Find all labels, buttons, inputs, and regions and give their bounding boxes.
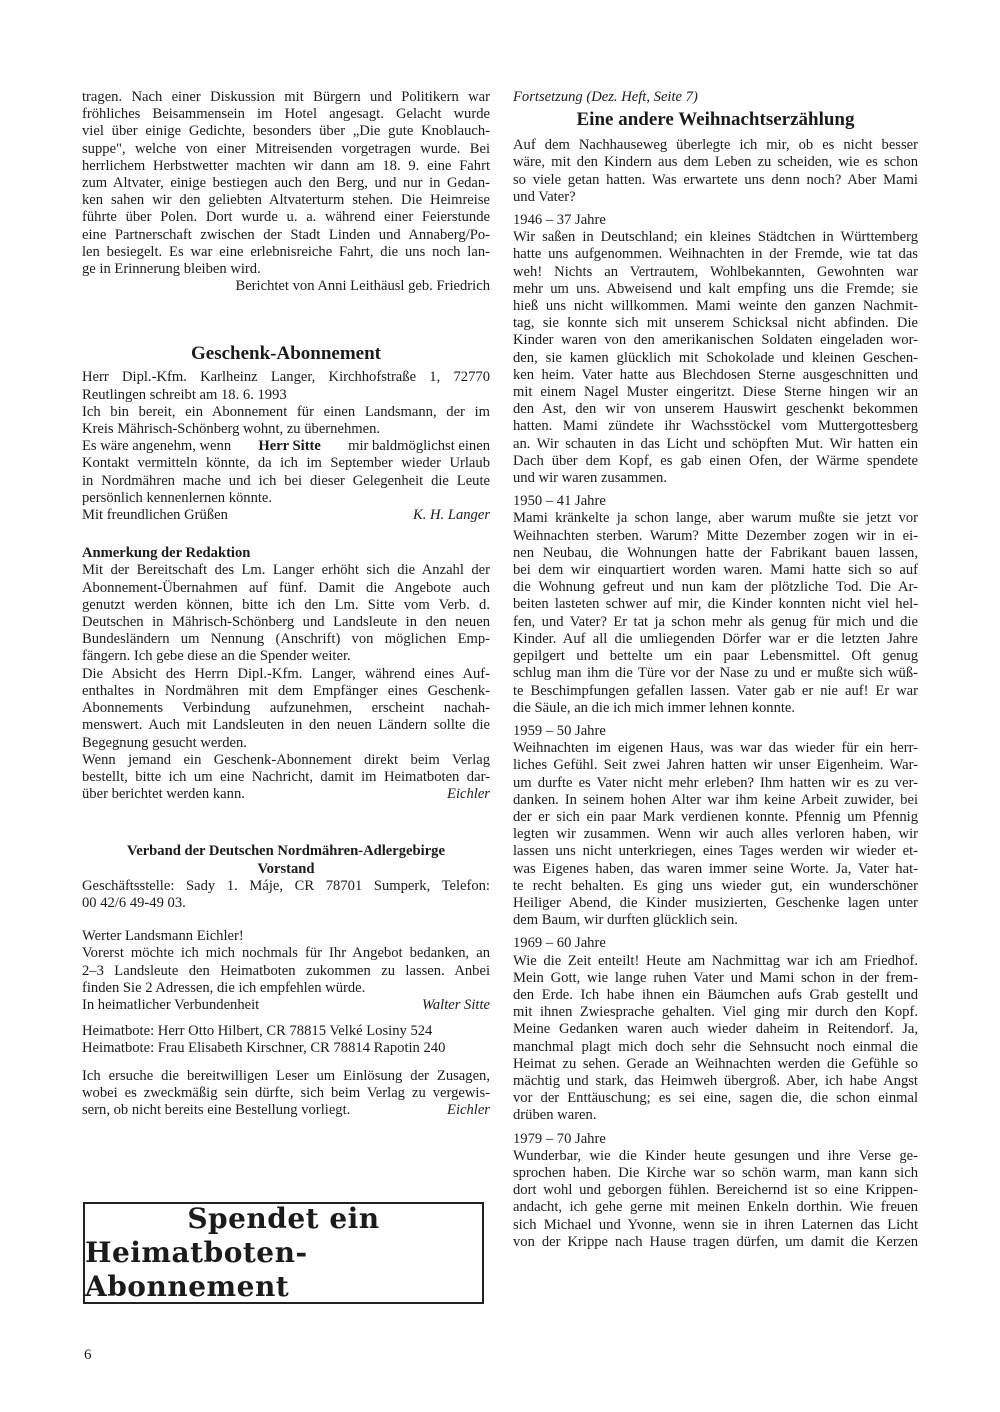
recipient-line: Heimatbote: Frau Elisabeth Kirschner, CR 78814 Rapotin 240 — [82, 1040, 446, 1057]
text-line: Weihnachten im eigenen Haus, was war das wieder für ein herr- — [513, 740, 918, 757]
text-line: bei dem wir einquartiert worden waren. Mami hatte sich so auf — [513, 562, 918, 579]
text-line: ge in Erinnerung bleiben wird. — [82, 261, 261, 278]
story-section — [513, 212, 918, 487]
request-closing: sern, ob nicht bereits eine Bestellung vorliegt. Eichler — [82, 1101, 490, 1118]
text-line: Bundesländern um Nennung (Anschrift) von möglichen Emp- — [82, 631, 490, 648]
text-line: Geschäftsstelle: Sady 1. Máje, CR 78701 Sumperk, Telefon: — [82, 877, 490, 894]
text-line: führte über Polen. Dort wurde u. a. während einer Feierstunde — [82, 209, 490, 226]
text-line: Meine Gedanken waren auch wieder daheim in Reitendorf. Ja, — [513, 1021, 918, 1038]
text-line: ken heim. Vater hatte aus Blechdosen Sterne ausgeschnitten und — [513, 366, 918, 383]
intro-signature: Berichtet von Anni Leithäusl geb. Friedrich — [235, 278, 490, 295]
ad-line-1: Spendet ein — [187, 1202, 380, 1235]
text-line: Mein Gott, wie lange ruhen Vater und Mami schon in der frem- — [513, 969, 918, 986]
text-line: fröhliches Beisammensein im Hotel angesagt. Gelacht wurde — [82, 106, 490, 123]
text-line: Kinder waren von den amerikanischen Soldaten eingeladen wor- — [513, 332, 918, 349]
text-line: Vorerst möchte ich mich nochmals für Ihr Angebot bedanken, an — [82, 945, 490, 962]
text-line: enthaltes in Nordmähren mit dem Empfänger eines Geschenk- — [82, 682, 490, 699]
story-sections — [513, 212, 918, 1251]
text-line: so viele getan hatten. Was erwartete uns denn noch? Aber Mami — [513, 171, 918, 188]
text-line: genutzt werden können, bitte ich den Lm. Sitte vom Verb. d. — [82, 596, 490, 613]
verband-address — [82, 878, 490, 912]
subscription-ad-box — [83, 1202, 484, 1304]
text-line: finden Sie 2 Adressen, die ich empfehlen würde. — [82, 979, 366, 996]
text-line: Es wäre angenehm, wenn Herr Sitte mir baldmöglichst einen — [82, 438, 490, 455]
text-line: wäre, mit den Kindern aus dem Leben zu scheiden, wie es schon — [513, 154, 918, 171]
text-line: legten wir zusammen. Wenn wir auch alles verloren haben, wir — [513, 826, 918, 843]
remark-closing: über berichtet werden kann. Eichler — [82, 786, 490, 803]
request-signature: Eichler — [447, 1101, 490, 1118]
text-line: viel über einige Gedichte, besonders über „Die gute Knoblauch- — [82, 123, 490, 140]
remark-signature: Eichler — [447, 786, 490, 803]
remark-text — [82, 562, 490, 803]
text-line: Deutschen in Mährisch-Schönberg und Landsleute in den neuen — [82, 614, 490, 631]
text-line: te recht behalten. Es ging uns wieder gut, ein wunderschöner — [513, 877, 918, 894]
text-line: mehr um uns. Abweisend und kalt empfing uns die Fremde; sie — [513, 280, 918, 297]
text-line: Wir saßen in Deutschland; ein kleines Städtchen in Württemberg — [513, 229, 918, 246]
gift-title: Geschenk-Abonnement — [190, 343, 381, 365]
year-heading: 1950 – 41 Jahre — [513, 493, 606, 510]
year-heading: 1959 – 50 Jahre — [513, 722, 606, 739]
text-line: den, sie kamen glücklich mit Schokolade und kleinen Geschen- — [513, 349, 918, 366]
ad-line-2: Heimatboten-Abonnement — [85, 1236, 308, 1303]
year-heading: 1979 – 70 Jahre — [513, 1130, 606, 1147]
text-line: Kontakt vermitteln könnte, da ich im September wieder Urlaub — [82, 455, 490, 472]
text-line: Kreis Mährisch-Schönberg wohnt, zu übernehmen. — [82, 421, 381, 438]
text-line: hatte uns aufgenommen. Weihnachten in der Fremde, wie tat das — [513, 246, 918, 263]
recipient-line: Heimatbote: Herr Otto Hilbert, CR 78815 Velké Losiny 524 — [82, 1023, 433, 1040]
text-line: Wunderbar, wie die Kinder heute gesungen und ihre Verse ge- — [513, 1147, 918, 1164]
text-line: gepilgert und bettelte um ein paar Lebensmittel. Oft genug — [513, 648, 918, 665]
text-line: Kinder. Auf all die umliegenden Dörfer war er die letzten Jahre — [513, 630, 918, 647]
text-line: von der Krippe nach Hause tragen dürfen, um damit die Kerzen — [513, 1233, 918, 1250]
text-line: Ich bin bereit, ein Abonnement für einen Landsmann, der im — [82, 403, 490, 420]
text-line: Heimat zu sehen. Gerade an Weihnachten werden die Gefühle so — [513, 1055, 918, 1072]
text-line: Wie die Zeit enteilt! Heute am Nachmittag war ich am Friedhof. — [513, 952, 918, 969]
text-line: fen, und Vater? Er tat ja schon mehr als genug für mich und die — [513, 613, 918, 630]
text-line: hieß uns nicht willkommen. Mami weinte den ganzen Nachmit- — [513, 298, 918, 315]
text-line: 2–3 Landsleute den Heimatboten zukommen zu lassen. Anbei — [82, 962, 490, 979]
verband-title-1: Verband der Deutschen Nordmähren-Adlergebirge — [127, 843, 445, 860]
text-line: sich Michael und Yvonne, wenn sie in ihren Laternen das Licht — [513, 1216, 918, 1233]
verband-title-2: Vorstand — [257, 860, 315, 877]
left-column — [82, 89, 490, 1119]
text-line: Abonnement-Übernahmen auf fünf. Damit die Angebote auch — [82, 579, 490, 596]
right-column — [513, 89, 918, 1251]
text-line: Reutlingen schreibt am 18. 6. 1993 — [82, 386, 287, 403]
text-line: Wenn jemand ein Geschenk-Abonnement direkt beim Verlag — [82, 751, 490, 768]
text-line: ken sahen wir den geliebten Altvaterturm stehen. Die Heimreise — [82, 192, 490, 209]
text-line: um durfte es Vater nicht mehr erleben? Ihm hatten wir es zu ver- — [513, 774, 918, 791]
continuation-note: Fortsetzung (Dez. Heft, Seite 7) — [513, 89, 698, 105]
text-line: beiten lasteten schwer auf mir, die Kinder konnten nicht viel hel- — [513, 596, 918, 613]
page-number: 6 — [84, 1347, 92, 1363]
text-line: te Beschimpfungen gefallen lassen. Vater gab er nie auf! Er war — [513, 682, 918, 699]
text-line: len besiegelt. Es war eine erlebnisreiche Fahrt, die uns noch lan- — [82, 243, 490, 260]
text-line: suppe", welche von einer Mitreisenden vorgetragen wurde. Bei — [82, 140, 490, 157]
text-line: Die Absicht des Herrn Dipl.-Kfm. Langer, während eines Auf- — [82, 665, 490, 682]
letter-closing: In heimatlicher Verbundenheit Walter Sitte — [82, 996, 490, 1013]
text-line: den Ast, den wir von unserem Hauswirt geschenkt bekommen — [513, 401, 918, 418]
year-heading: 1969 – 60 Jahre — [513, 935, 606, 952]
gift-signature: K. H. Langer — [412, 507, 490, 524]
text-line: wobei es zweckmäßig sein dürfte, sich beim Verlag zu vergewis- — [82, 1084, 490, 1101]
text-line: sprochen haben. Die Kirche war so schön warm, man kann sich — [513, 1164, 918, 1181]
text-line: Abonnements Verbindung aufzunehmen, erscheint nachah- — [82, 700, 490, 717]
letter-salutation: Werter Landsmann Eichler! — [82, 928, 244, 945]
story-section — [513, 723, 918, 929]
text-line: der er sich ein paar Mark verdienen konnte. Pfennig um Pfennig — [513, 808, 918, 825]
text-line: danken. In seinem hohen Alter war ihm keine Arbeit zuwider, bei — [513, 791, 918, 808]
text-line: lassen uns nicht unterkriegen, eines Tages werden wir wieder et- — [513, 843, 918, 860]
text-line: Ich ersuche die bereitwilligen Leser um Einlösung der Zusagen, — [82, 1067, 490, 1084]
text-line: fängern. Ich gebe diese an die Spender weiter. — [82, 648, 351, 665]
text-line: mit einem Nagel Muster eingeritzt. Diese Sterne hingen wir an — [513, 384, 918, 401]
text-line: Heiliger Abend, die Kinder musizierten, Geschenke lagen unter — [513, 894, 918, 911]
story-section — [513, 935, 918, 1124]
text-line: zum Altvater, einige bestiegen auch den Berg, und nur in Gedan- — [82, 175, 490, 192]
text-line: und wir waren zusammen. — [513, 470, 667, 487]
text-line: dem Baum, wir durften glücklich sein. — [513, 912, 738, 929]
text-line: drüben waren. — [513, 1107, 597, 1124]
gift-closing: Mit freundlichen Grüßen K. H. Langer — [82, 507, 490, 524]
text-line: was Eigenes haben, das waren immer seine Worte. Ja, Vater hat- — [513, 860, 918, 877]
text-line: bestellt, bitte ich um eine Nachricht, damit im Heimatboten dar- — [82, 768, 490, 785]
text-line: hatten. Mami zündete ihr Wachsstöckel vom Muttergottesberg — [513, 418, 918, 435]
story-title: Eine andere Weihnachtserzählung — [576, 109, 855, 131]
text-line: tag, sie konnte sich mit unserem Schicksal nicht abfinden. Die — [513, 315, 918, 332]
story-section — [513, 493, 918, 717]
text-line: und Vater? — [513, 188, 576, 205]
text-line: Weihnachten sterben. Warum? Mitte Dezember zogen wir in ei- — [513, 527, 918, 544]
text-line: manchmal plagt mich doch sehr die Sehnsucht noch einmal die — [513, 1038, 918, 1055]
text-line: vor der Enttäuschung; es sei eine, sagen die, die schon einmal — [513, 1090, 918, 1107]
text-line: eine Partnerschaft zwischen der Stadt Linden und Annaberg/Po- — [82, 226, 490, 243]
text-line: Dach über dem Kopf, es gab einen Ofen, der Wärme spendete — [513, 452, 918, 469]
text-line: die Wohnung gefreut und nun kam der plötzliche Tod. Die Ar- — [513, 579, 918, 596]
text-line: herrlichem Herbstwetter machten wir dann am 18. 9. eine Fahrt — [82, 157, 490, 174]
text-line: Auf dem Nachhauseweg überlegte ich mir, ob es nicht besser — [513, 137, 918, 154]
letter-signature: Walter Sitte — [422, 996, 490, 1013]
gift-letter — [82, 369, 490, 524]
text-line: mächtig und stark, das Heimweh übergroß. Aber, ich habe Angst — [513, 1072, 918, 1089]
intro-text — [82, 89, 490, 295]
text-line: weh! Nichts an Vertrautem, Wohlbekannten, Gewohnten war — [513, 263, 918, 280]
text-line: 00 42/6 49-49 03. — [82, 894, 186, 911]
text-line: Herr Dipl.-Kfm. Karlheinz Langer, Kirchhofstraße 1, 72770 — [82, 369, 490, 386]
year-heading: 1946 – 37 Jahre — [513, 212, 606, 229]
text-line: die Säule, an die ich mich immer lehnen konnte. — [513, 699, 796, 716]
text-line: persönlich kennenlernen könnte. — [82, 489, 273, 506]
story-intro — [513, 137, 918, 206]
highlight-name: Herr Sitte — [258, 438, 321, 455]
story-section — [513, 1131, 918, 1251]
remark-heading: Anmerkung der Redaktion — [82, 545, 251, 562]
text-line: Begegnung gesucht werden. — [82, 734, 247, 751]
text-line: nen Neubau, die Wohnungen hatte der Fabrikant bauen lassen, — [513, 544, 918, 561]
text-line: Mami kränkelte ja schon lange, aber warum mußte sie jetzt vor — [513, 510, 918, 527]
text-line: mit ihnen Zwiesprache gehalten. Viel ging mir durch den Kopf. — [513, 1004, 918, 1021]
text-line: tragen. Nach einer Diskussion mit Bürgern und Politikern war — [82, 89, 490, 105]
text-line: menswert. Auch mit Landsleuten in den neuen Ländern sollte die — [82, 717, 490, 734]
text-line: dort wohl und geborgen fühlen. Bereichernd ist so eine Krippen- — [513, 1182, 918, 1199]
text-line: schlug man ihm die Türe vor der Nase zu und er mußte sich wüß- — [513, 665, 918, 682]
text-line: an. Wir schauten in das Licht und schöpften Mut. Wir hatten ein — [513, 435, 918, 452]
text-line: Mit der Bereitschaft des Lm. Langer erhöht sich die Anzahl der — [82, 562, 490, 579]
text-line: den Erde. Ich habe ihnen ein Bäumchen aufs Grab gestellt und — [513, 986, 918, 1003]
text-line: andacht, ich gehe gerne mit meinen Enkeln dorthin. Wie freuen — [513, 1199, 918, 1216]
text-line: liches Gefühl. Seit zwei Jahren hatten wir unser Eigenheim. War- — [513, 757, 918, 774]
text-line: in Nordmähren mache und ich bei dieser Gelegenheit die Leute — [82, 472, 490, 489]
